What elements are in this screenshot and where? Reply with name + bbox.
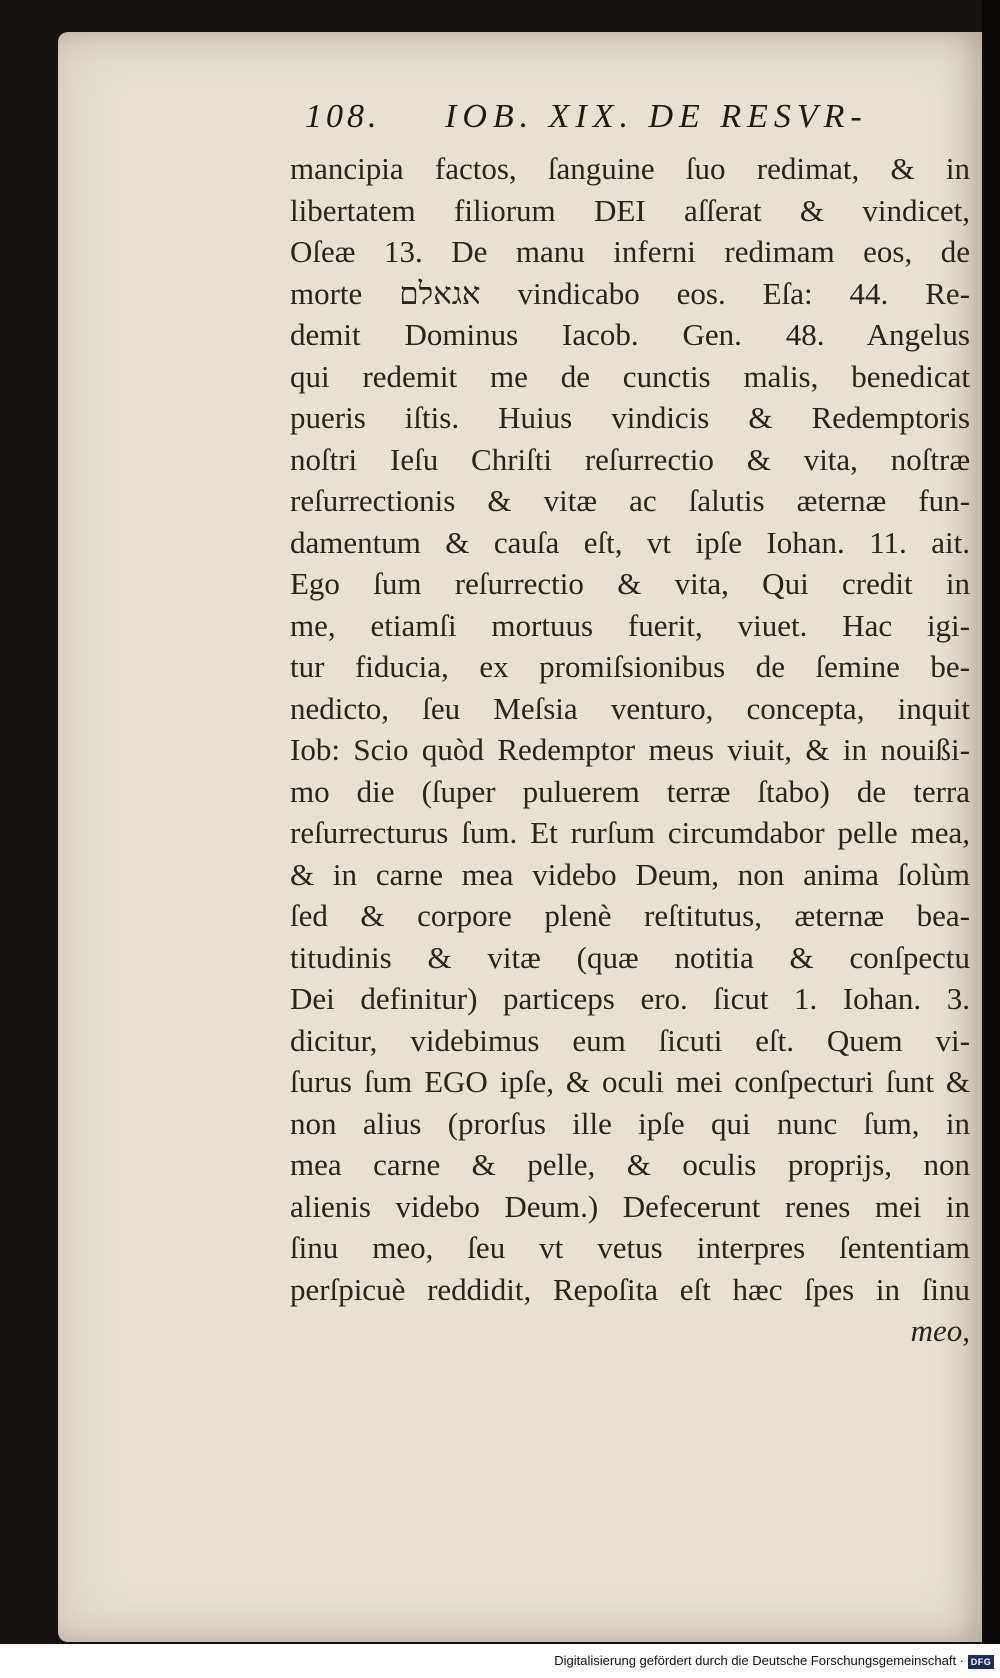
text-line: Iob: Scio quòd Redemptor meus viuit, & in nouißi- — [290, 732, 970, 767]
text-line: non alius (prorſus ille ipſe qui nunc ſum, in — [290, 1105, 970, 1141]
text-line: ſurus ſum EGO ipſe, & oculi mei conſpecturi ſunt & — [290, 1064, 970, 1099]
text-line: libertatem filiorum DEI aſſerat & vindicet, — [290, 192, 970, 228]
page-edge-shadow — [982, 0, 1000, 1678]
text-line: Oſeæ 13. De manu inferni redimam eos, de — [290, 234, 970, 269]
text-line: me, etiamſi mortuus fuerit, viuet. Hac igi- — [290, 607, 970, 643]
text-line: mea carne & pelle, & oculis proprijs, non — [290, 1147, 970, 1182]
text-line: demit Dominus Iacob. Gen. 48. Angelus — [290, 317, 970, 352]
text-line: Ego ſum reſurrectio & vita, Qui credit in — [290, 566, 970, 601]
dfg-logo-icon: DFG — [968, 1655, 994, 1669]
catchword: meo, — [910, 1313, 970, 1348]
text-line: & in carne mea videbo Deum, non anima ſolùm — [290, 856, 970, 892]
footer-band — [0, 1644, 1000, 1678]
text-line: perſpicuè reddidit, Repoſita eſt hæc ſpes in ſinu — [290, 1271, 970, 1307]
text-line: noſtri Ieſu Chriſti reſurrectio & vita, noſtræ — [290, 441, 970, 477]
text-line: titudinis & vitæ (quæ notitia & conſpectu — [290, 939, 970, 975]
text-line: dicitur, videbimus eum ſicuti eſt. Quem vi- — [290, 1022, 970, 1058]
text-line: pueris iſtis. Huius vindicis & Redemptoris — [290, 400, 970, 435]
page-number: 108. — [305, 98, 381, 135]
text-line: morte אגאלם vindicabo eos. Eſa: 44. Re- — [290, 275, 970, 311]
text-line: alienis videbo Deum.) Defecerunt renes mei in — [290, 1188, 970, 1224]
text-line: tur fiducia, ex promiſsionibus de ſemine be- — [290, 649, 970, 684]
text-line: nedicto, ſeu Meſsia venturo, concepta, inquit — [290, 690, 970, 726]
text-body — [290, 148, 970, 1352]
text-line: damentum & cauſa eſt, vt ipſe Iohan. 11. ait. — [290, 524, 970, 560]
text-line: mancipia factos, ſanguine ſuo redimat, & in — [290, 151, 970, 186]
running-title: IOB. XIX. DE RESVR- — [445, 98, 868, 135]
digitization-credit: Digitalisierung gefördert durch die Deutsche Forschungsgemeinschaft · — [554, 1653, 964, 1668]
text-line: reſurrecturus ſum. Et rurſum circumdabor pelle mea, — [290, 815, 970, 850]
text-line: reſurrectionis & vitæ ac ſalutis æternæ fun- — [290, 483, 970, 518]
text-line: qui redemit me de cunctis malis, benedicat — [290, 358, 970, 394]
text-line: ſinu meo, ſeu vt vetus interpres ſententiam — [290, 1230, 970, 1265]
text-line: ſed & corpore plenè reſtitutus, æternæ bea- — [290, 898, 970, 933]
text-line: mo die (ſuper puluerem terræ ſtabo) de terra — [290, 773, 970, 809]
text-line: Dei definitur) particeps ero. ſicut 1. Iohan. 3. — [290, 981, 970, 1016]
